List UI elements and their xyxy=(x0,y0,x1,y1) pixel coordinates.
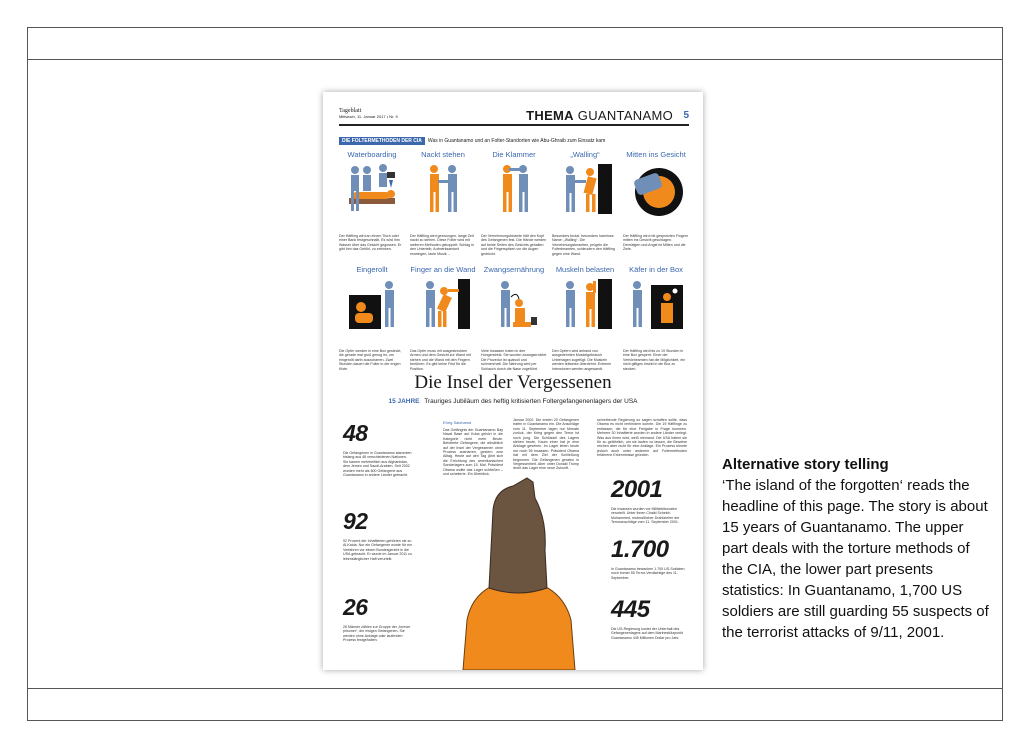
method-text: Die Opfer werden in eine Box gesteckt, die gerade mal groß genug ist, um eingerollt darin auszuharren. Zwei Stunden dauert die Folter in der engen Kiste. xyxy=(339,349,402,371)
method-text: Den Opfern wird anhand von ausgedehnten Muskelgebrauch Unbehagen zugefügt. Die Muskeln werden teilweise überdehnt. Extreme Intensionen werden angewandt. xyxy=(552,349,612,371)
torture-method xyxy=(552,265,618,380)
torture-method xyxy=(623,265,689,380)
slide-header-bar xyxy=(27,27,1003,60)
stat-number: 1.700 xyxy=(611,536,669,563)
author-byline: Ehrig Salzhamd xyxy=(443,420,472,425)
article-subhead xyxy=(323,398,703,405)
method-title: Die Klammer xyxy=(492,150,536,159)
stat-text: In Guantanamo bewachen 1.700 US-Soldaten noch immer 55 Terror-Verdächtige des 11. September. xyxy=(611,567,685,580)
stat-text: 26 Männer zählen zur Gruppe der „forever prisoner“, der ewigen Gefangenen. Sie werden ohne Anklage oder laufenden Prozess festgehalten. xyxy=(343,625,411,643)
stat-number: 26 xyxy=(343,594,368,620)
slide-footer-bar xyxy=(27,688,1003,721)
subhead-text: Trauriges Jubiläum des heftig kritisierten Foltergefangenenlagers der USA xyxy=(424,398,638,405)
method-text: Der Häftling wird mit gespreizten Fingern mitten ins Gesicht geschlagen. Demütigen und Angst ist Mitten und die Ziele. xyxy=(623,234,689,252)
kicker-tag: DIE FOLTERMETHODEN DER CIA xyxy=(339,137,425,145)
fingers-wall-icon xyxy=(410,277,476,333)
walling-icon xyxy=(552,162,618,218)
face-slap-icon xyxy=(623,162,689,218)
page-number: 5 xyxy=(683,110,689,121)
method-text: Der Häftling wird gezwungen, lange Zeit nackt zu stehen. Diese Folter wird mit weiteren Methoden gekoppelt: Schlag in den Unterleib, Aufmerksamkeit erzwingen, laute Musik ... xyxy=(410,234,474,256)
header-rule xyxy=(339,124,689,126)
article-column-3: schreibende Regierung so sagen schaffen sollte, dass Obama es nicht verhindern konnte. Die 19 Häftlinge zu entlassen, die für eine Freigabe in Frage kommen. Mehrere 30 Inhaftierte wurden in andere Länder verlegt. Was aus ihnen wird, weiß niemand. Die USA haben sie für zu gefährlich, um sie laufen zu lassen, die Beweise reichen aber nicht für eine Anklage. Ein Prozess könnte jedoch auch unter anderem auf Foltermethoden erfahrene Erkenntnisse gründen. xyxy=(597,418,687,458)
newspaper-page xyxy=(323,92,703,670)
method-title: Nackt stehen xyxy=(421,150,465,159)
stat-block xyxy=(343,420,413,477)
torture-method xyxy=(410,265,476,380)
section-bold: THEMA xyxy=(526,108,574,123)
torture-method xyxy=(481,265,547,380)
naked-standing-icon xyxy=(410,162,476,218)
section-light: GUANTANAMO xyxy=(577,108,673,123)
method-title: Waterboarding xyxy=(347,150,397,159)
side-caption-body: ‘The island of the forgotten‘ reads the headline of this page. The story is about 15 years of Guantanamo. The upper part deals with the torture methods of the CIA, the lower part presents statistics: In Guantanamo, 1,700 US soldiers are still guarding 55 suspects of the terrorist attacks of 9/11, 2001. xyxy=(722,477,989,641)
method-text: Der Häftling wird bis zu 19 Stunden in eine Box gesperrt. Einer der Verhörbeamten hat die Möglichkeit, ein nicht giftiges Insekt in die Box zu stecken. xyxy=(623,349,686,371)
stat-block xyxy=(343,594,413,643)
force-feeding-icon xyxy=(481,277,547,333)
stat-number: 92 xyxy=(343,508,368,534)
kicker xyxy=(339,137,605,145)
article-headline: Die Insel der Vergessenen xyxy=(414,372,612,393)
method-title: Zwangsernährung xyxy=(483,265,545,274)
article-column-2: Januar 2002. Die ersten 20 Gefangenen trafen in Guantanamo ein. Die Anschläge vom 11. September lagen nur Monate zurück, der Krieg gegen den Terror ist noch jung. Die Schlüssel des Lagers stehen heute. Kaum einer hat je eine Anklage gesehen. Im Lager leben heute nur noch 55 Insassen. Präsident Obama hat mit dem Ziel der Schließung begonnen. Die Gefangenen geraten in Vergessenheit. Aber unter Donald Trump droht das Lager eine neue Zukunft. xyxy=(513,418,579,471)
method-text: Besonders brutal, besonders harmlose Name: „Walling“. Die Vernehmungsbeamten, prügeln die Folterbeamten, schleudern den Häftling gegen eine Wand. xyxy=(552,234,615,256)
method-title: Käfer in der Box xyxy=(629,265,683,274)
clamp-icon xyxy=(481,162,547,218)
torture-method xyxy=(481,150,547,265)
masthead xyxy=(339,108,398,120)
torture-methods-grid xyxy=(339,150,689,380)
stat-block xyxy=(343,508,413,561)
method-title: Eingerollt xyxy=(356,265,388,274)
method-title: Finger an die Wand xyxy=(410,265,476,274)
torture-method xyxy=(410,150,476,265)
subhead-years: 15 JAHRE xyxy=(388,398,420,405)
method-text: Viele Insassen traten in den Hungerstreik. Sie wurden zwangsernährt. Die Prozedur ist qualvoll und schmerzhaft. Die Nahrung wird per Schlauch durch die Nase zugeführt. xyxy=(481,349,547,371)
kicker-text: Was in Guantanamo und an Folter-Standorten wie Abu-Ghraib zum Einsatz kam xyxy=(427,138,606,144)
article-column-1: Das Gefängnis der Guantanamo Bay Naval Base auf Kuba gehört in die Kategorie nicht mehr Beute. Befolterte Gefangene, die allmählich auf der Insel der Vergessenen ohne Prozess ausharren, gestern zum Alltag. Heute auf den Tag jährt sich die Errichtung des amerikanischen Sonderlagers zum 15. Mal. Präsident Obama wollte das Lager schließen – und scheiterte. Ein Überblick. xyxy=(443,428,503,477)
side-caption xyxy=(722,454,992,643)
method-title: Muskeln belasten xyxy=(555,265,615,274)
muscle-strain-icon xyxy=(552,277,618,333)
box-curled-icon xyxy=(339,277,405,333)
torture-method xyxy=(339,265,405,380)
stat-text: Die Gefangenen in Guantanamo stammten bislang aus 48 verschiedenen Nationen. Sie kamen mehrheitlich aus Afghanistan, dem Jemen und Saudi-Arabien. Seit 2002 wurden mehr als 600 Gefangene aus Guantanamo in andere Länder gebracht. xyxy=(343,451,412,478)
stat-text: 92 Prozent der Inhaftierten gehörten nie zu Al-Kaida. Nur ein Gefangener wurde für ein Verfahren vor einem Bundesgericht in die USA gebracht. Er wurde im Januar 2011 zu lebenslänglicher Haft verurteilt. xyxy=(343,539,412,561)
issue-date: Mittwoch, 11. Januar 2017 • Nr. 9 xyxy=(339,114,398,119)
torture-row-1 xyxy=(339,150,689,265)
torture-row-2 xyxy=(339,265,689,380)
stat-block xyxy=(611,476,687,525)
masthead-title: Tageblatt xyxy=(339,108,362,114)
stat-number: 445 xyxy=(611,596,650,623)
side-caption-title: Alternative story telling xyxy=(722,456,889,473)
stat-number: 2001 xyxy=(611,476,663,503)
stat-block xyxy=(611,596,687,640)
insect-box-icon xyxy=(623,277,689,333)
section-title xyxy=(526,108,673,123)
method-title: „Walling“ xyxy=(570,150,600,159)
stat-text: Die US-Regierung kostet der Unterhalt des Gefangenenlagers auf dem Marinestützpunkt Guantanamo 445 Millionen Dollar pro Jahr. xyxy=(611,627,683,640)
stat-block xyxy=(611,536,687,580)
torture-method xyxy=(552,150,618,265)
method-text: Der Häftling wird an einem Tisch oder einer Bank festgeschnallt. Es wird ihm Wasser über das Gesicht gegossen. Er gibt ihm das Gefühl, zu ertrinken. xyxy=(339,234,402,252)
method-text: Das Opfer muss mit ausgestreckten Armen und dem Gesicht zur Wand mit stehen und die Wand mit den Fingern berühren. Es gibt keine Frist für die Position. xyxy=(410,349,471,371)
torture-method xyxy=(623,150,689,265)
method-title: Mitten ins Gesicht xyxy=(626,150,686,159)
hooded-prisoner-image xyxy=(453,470,583,670)
waterboarding-icon xyxy=(339,162,405,218)
stat-number: 48 xyxy=(343,420,368,446)
method-text: Der Vernehmungsbeamte hält den Kopf des Gefangenen fest. Die Hände werden auf beide Seiten des Gesichts gehalten und die Fingerspitzen vor die Augen gedrückt. xyxy=(481,234,547,256)
torture-method xyxy=(339,150,405,265)
stat-text: Die Insassen wurden vor Militärtribunalen verurteilt. Unter ihnen Chalid Scheich Mohammed, mutmaßlicher Drahtzieher der Terroranschläge vom 11. September 2001. xyxy=(611,507,680,525)
